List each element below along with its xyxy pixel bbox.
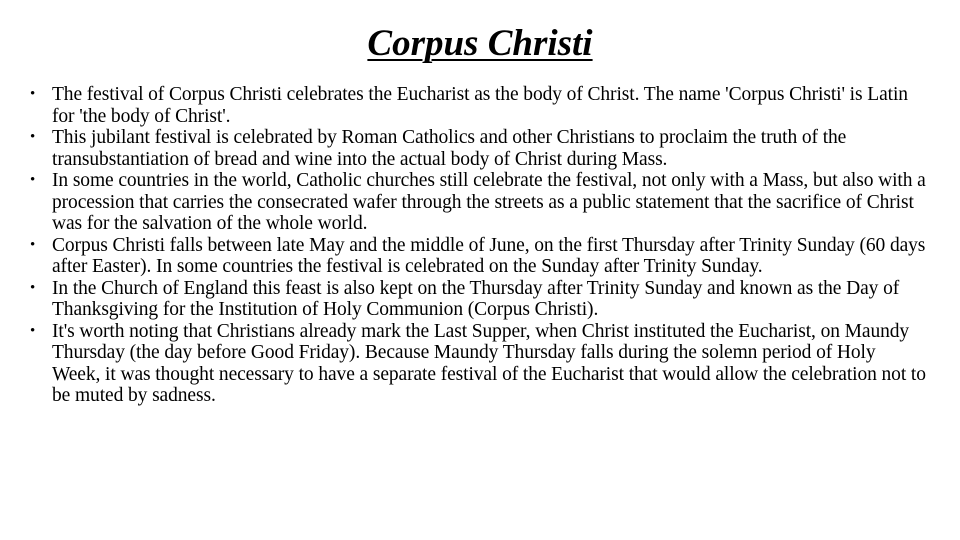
bullet-text: It's worth noting that Christians already mark the Last Supper, when Christ instituted the Eucharist, on Maundy Thursday (the day before Good Friday). Because Maundy Thursday falls during the solemn period of Holy Week, it was thought necessary to have a separate festival of the Eucharist that would allow the celebration not to be muted by sadness.: [52, 320, 926, 406]
bullet-dot-icon: •: [30, 322, 36, 339]
bullet-text: Corpus Christi falls between late May and the middle of June, on the first Thursday after Trinity Sunday (60 days after Easter). In some countries the festival is celebrated on the Sunday after Trinity Sunday.: [52, 234, 926, 277]
bullet-item: [30, 235, 928, 278]
bullet-dot-icon: •: [30, 172, 36, 188]
bullet-item: [30, 127, 928, 170]
bullet-item: [30, 170, 928, 235]
slide-title-text: Corpus Christi: [367, 23, 593, 64]
bullet-dot-icon: •: [30, 236, 36, 253]
bullet-dot-icon: •: [30, 279, 36, 296]
bullet-list: [30, 84, 928, 407]
bullet-text: The festival of Corpus Christi celebrates the Eucharist as the body of Christ. The name 'Corpus Christi' is Latin for 'the body of Christ'.: [52, 84, 908, 127]
bullet-dot-icon: •: [30, 86, 36, 102]
bullet-dot-icon: •: [30, 129, 36, 145]
bullet-text: In some countries in the world, Catholic churches still celebrate the festival, not only with a Mass, but also with a procession that carries the consecrated wafer through the streets as a public statement that the sacrifice of Christ was for the salvation of the whole world.: [52, 170, 926, 234]
bullet-text: This jubilant festival is celebrated by Roman Catholics and other Christians to proclaim the truth of the transubstantiation of bread and wine into the actual body of Christ during Mass.: [52, 127, 847, 170]
bullet-item: [30, 321, 928, 407]
bullet-text: In the Church of England this feast is also kept on the Thursday after Trinity Sunday and known as the Day of Thanksgiving for the Institution of Holy Communion (Corpus Christi).: [52, 277, 900, 320]
bullet-item: [30, 84, 928, 127]
bullet-item: [30, 278, 928, 321]
slide-title: [0, 22, 960, 66]
